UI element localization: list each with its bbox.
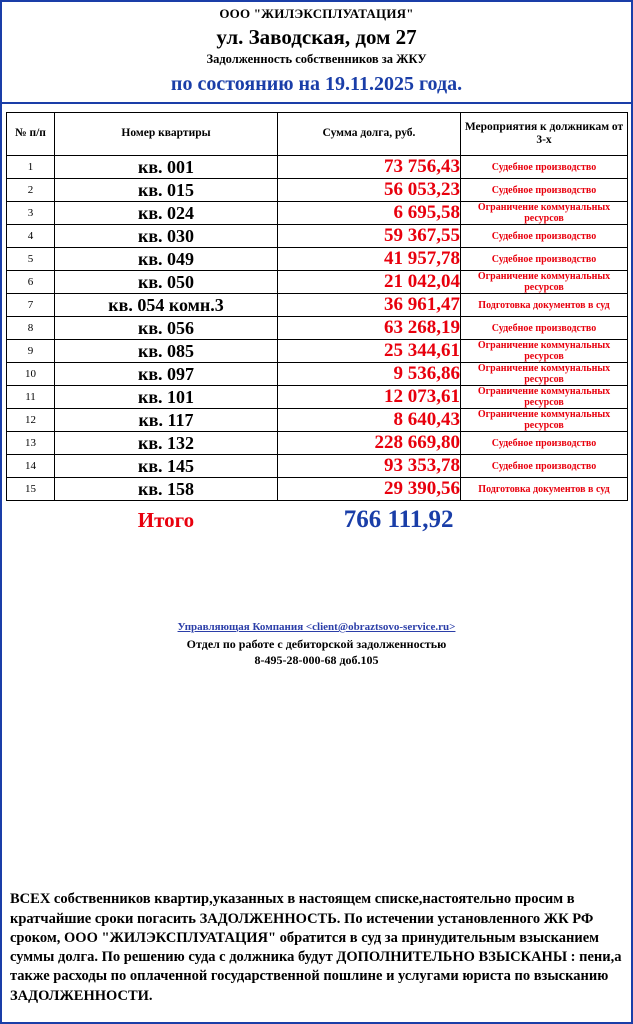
cell-sum: 25 344,61 — [278, 340, 461, 363]
table-row — [7, 271, 628, 294]
cell-flat: кв. 049 — [55, 248, 278, 271]
cell-action: Ограничение коммунальных ресурсов — [461, 340, 628, 363]
cell-flat: кв. 145 — [55, 455, 278, 478]
column-header-flat: Номер квартиры — [55, 113, 278, 156]
cell-sum: 63 268,19 — [278, 317, 461, 340]
cell-flat: кв. 054 комн.3 — [55, 294, 278, 317]
table-row — [7, 294, 628, 317]
cell-sum: 56 053,23 — [278, 179, 461, 202]
cell-action: Ограничение коммунальных ресурсов — [461, 409, 628, 432]
cell-action: Подготовка документов в суд — [461, 478, 628, 501]
cell-sum: 12 073,61 — [278, 386, 461, 409]
organization-name: ООО "ЖИЛЭКСПЛУАТАЦИЯ" — [219, 6, 414, 21]
cell-flat: кв. 097 — [55, 363, 278, 386]
cell-action: Судебное производство — [461, 225, 628, 248]
cell-action: Ограничение коммунальных ресурсов — [461, 202, 628, 225]
cell-sum: 6 695,58 — [278, 202, 461, 225]
table-row — [7, 432, 628, 455]
table-body — [7, 156, 628, 540]
cell-flat: кв. 001 — [55, 156, 278, 179]
table-row — [7, 455, 628, 478]
table-row — [7, 386, 628, 409]
table-row — [7, 409, 628, 432]
document-header — [2, 2, 631, 96]
cell-action: Судебное производство — [461, 317, 628, 340]
cell-action: Ограничение коммунальных ресурсов — [461, 363, 628, 386]
cell-index: 4 — [7, 225, 55, 248]
cell-flat: кв. 015 — [55, 179, 278, 202]
total-label: Итого — [137, 507, 195, 532]
cell-index: 1 — [7, 156, 55, 179]
debt-table — [6, 112, 628, 539]
table-row — [7, 202, 628, 225]
cell-sum: 93 353,78 — [278, 455, 461, 478]
cell-sum: 73 756,43 — [278, 156, 461, 179]
phone-number: 8-495-28-000-68 доб.105 — [254, 653, 379, 667]
cell-action: Ограничение коммунальных ресурсов — [461, 271, 628, 294]
cell-index: 5 — [7, 248, 55, 271]
cell-sum: 36 961,47 — [278, 294, 461, 317]
cell-action: Подготовка документов в суд — [461, 294, 628, 317]
cell-index: 3 — [7, 202, 55, 225]
table-row — [7, 363, 628, 386]
department-name: Отдел по работе с дебиторской задолженностью — [186, 637, 447, 651]
table-row — [7, 179, 628, 202]
cell-index: 7 — [7, 294, 55, 317]
cell-flat: кв. 085 — [55, 340, 278, 363]
cell-index: 2 — [7, 179, 55, 202]
total-row — [7, 501, 628, 540]
document-subtitle: Задолженность собственников за ЖКУ — [206, 52, 427, 66]
cell-index: 8 — [7, 317, 55, 340]
cell-action: Судебное производство — [461, 179, 628, 202]
cell-flat: кв. 050 — [55, 271, 278, 294]
cell-sum: 59 367,55 — [278, 225, 461, 248]
legal-notice: ВСЕХ собственников квартир,указанных в настоящем списке,настоятельно просим в кратчайшие сроки погасить ЗАДОЛЖЕННОСТЬ. По истечении установленного ЖК РФ сроком, ООО "ЖИЛЭКСПЛУАТАЦИЯ" обратится в суд за принудительным взысканием суммы долга. По решению суда с должника будут ДОПОЛНИТЕЛЬНО ВЗЫСКАНЫ : пени,а также расходы по оплаченной государственной пошлине и услугами юриста по взысканию ЗАДОЛЖЕННОСТИ. — [10, 891, 622, 1004]
table-row — [7, 478, 628, 501]
header-divider — [2, 102, 631, 104]
cell-flat: кв. 117 — [55, 409, 278, 432]
cell-index: 10 — [7, 363, 55, 386]
cell-sum: 8 640,43 — [278, 409, 461, 432]
as-of-date: по состоянию на 19.11.2025 года. — [170, 73, 463, 95]
column-header-index: № п/п — [7, 113, 55, 156]
cell-flat: кв. 030 — [55, 225, 278, 248]
table-row — [7, 248, 628, 271]
cell-sum: 9 536,86 — [278, 363, 461, 386]
cell-sum: 228 669,80 — [278, 432, 461, 455]
cell-sum: 21 042,04 — [278, 271, 461, 294]
cell-index: 12 — [7, 409, 55, 432]
management-company-email-link[interactable]: Управляющая Компания <client@obraztsovo-service.ru> — [177, 621, 456, 633]
cell-index: 6 — [7, 271, 55, 294]
cell-index: 9 — [7, 340, 55, 363]
table-row — [7, 340, 628, 363]
cell-action: Судебное производство — [461, 156, 628, 179]
table-header-row — [7, 113, 628, 156]
cell-sum: 41 957,78 — [278, 248, 461, 271]
building-address: ул. Заводская, дом 27 — [216, 25, 417, 49]
cell-flat: кв. 101 — [55, 386, 278, 409]
cell-action: Судебное производство — [461, 432, 628, 455]
cell-index: 14 — [7, 455, 55, 478]
cell-flat: кв. 158 — [55, 478, 278, 501]
table-row — [7, 317, 628, 340]
table-row — [7, 225, 628, 248]
total-sum: 766 111,92 — [343, 506, 454, 533]
cell-sum: 29 390,56 — [278, 478, 461, 501]
column-header-actions: Мероприятия к должникам от 3-х — [461, 113, 628, 156]
cell-flat: кв. 132 — [55, 432, 278, 455]
cell-action: Судебное производство — [461, 455, 628, 478]
cell-index: 13 — [7, 432, 55, 455]
cell-action: Ограничение коммунальных ресурсов — [461, 386, 628, 409]
cell-flat: кв. 024 — [55, 202, 278, 225]
table-row — [7, 156, 628, 179]
contacts-block — [2, 617, 631, 668]
cell-flat: кв. 056 — [55, 317, 278, 340]
cell-action: Судебное производство — [461, 248, 628, 271]
column-header-sum: Сумма долга, руб. — [278, 113, 461, 156]
cell-index: 15 — [7, 478, 55, 501]
cell-index: 11 — [7, 386, 55, 409]
